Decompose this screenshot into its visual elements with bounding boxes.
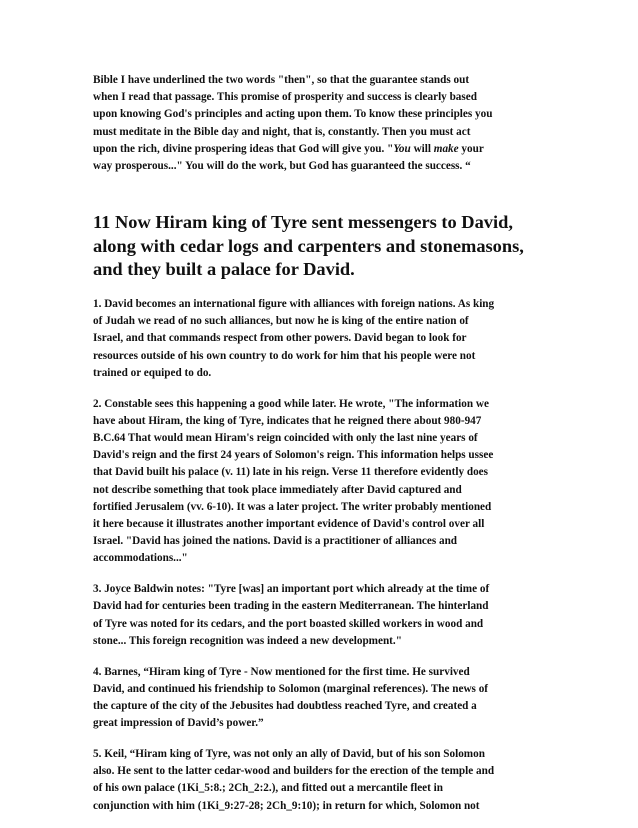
heading-line: and they built a palace for David.: [93, 259, 355, 280]
text-line: must meditate in the Bible day and night, that is, constantly. Then you must act: [93, 125, 471, 138]
text-line: 3. Joyce Baldwin notes: "Tyre [was] an important port which already at the time of: [93, 583, 490, 596]
commentary-paragraph: [93, 581, 553, 650]
text-line: that David built his palace (v. 11) late in his reign. Verse 11 therefore evidently does: [93, 466, 488, 479]
commentary-paragraph: [93, 396, 553, 568]
text-line: not describe something that took place immediately after David captured and: [93, 483, 462, 496]
text-line: [93, 141, 553, 158]
text-line: 2. Constable sees this happening a good while later. He wrote, "The information we: [93, 397, 489, 410]
commentary-section: [93, 296, 553, 815]
text-line: stone... This foreign recognition was indeed a new development.": [93, 634, 402, 647]
text-line: 1. David becomes an international figure with alliances with foreign nations. As king: [93, 298, 495, 310]
text-line: David, and continued his friendship to Solomon (marginal references). The news of: [93, 682, 489, 695]
text-line: of Tyre was noted for its cedars, and the port boasted skilled workers in wood and: [93, 617, 484, 630]
text-line: have about Hiram, the king of Tyre, indicates that he reigned there about 980-947: [93, 414, 482, 427]
verse-heading: [93, 211, 553, 282]
text-line: trained or equiped to do.: [93, 366, 212, 379]
text-line: of Judah we read of no such alliances, but now he is king of the entire nation of: [93, 315, 469, 328]
text-line: the capture of the city of the Jebusites had doubtless reached Tyre, and created a: [93, 700, 477, 713]
text-segment: upon the rich, divine prospering ideas that God will give you. ": [93, 142, 394, 155]
text-line: David had for centuries been trading in the eastern Mediterranean. The hinterland: [93, 600, 489, 613]
text-line: it here because it illustrates another important evidence of David's control over all: [93, 518, 485, 531]
text-line: 4. Barnes, “Hiram king of Tyre - Now mentioned for the first time. He survived: [93, 665, 470, 678]
text-line: David's reign and the first 24 years of Solomon's reign. This information helps ussee: [93, 449, 494, 462]
text-line: of his own palace (1Ki_5:8.; 2Ch_2:2.), and fitted out a mercantile fleet in: [93, 782, 443, 795]
text-line: also. He sent to the latter cedar-wood and builders for the erection of the temple and: [93, 765, 495, 778]
italic-word: You: [393, 142, 411, 155]
text-segment: your: [458, 142, 484, 155]
commentary-paragraph: [93, 746, 553, 815]
text-line: Israel, and that commands respect from other powers. David began to look for: [93, 332, 467, 345]
text-line: fortified Jerusalem (vv. 6-10). It was a later project. The writer probably mentioned: [93, 500, 492, 513]
text-line: 5. Keil, “Hiram king of Tyre, was not only an ally of David, but of his son Solomon: [93, 748, 485, 761]
commentary-paragraph: [93, 664, 553, 733]
text-line: resources outside of his own country to do work for him that his people were not: [93, 349, 476, 362]
text-line: Bible I have underlined the two words "then", so that the guarantee stands out: [93, 74, 470, 86]
text-line: conjunction with him (1Ki_9:27-28; 2Ch_9:10); in return for which, Solomon not: [93, 799, 480, 812]
text-line: Israel. "David has joined the nations. David is a practitioner of alliances and: [93, 535, 458, 548]
intro-paragraph: [93, 72, 553, 175]
text-line: great impression of David’s power.”: [93, 717, 264, 730]
text-line: accommodations...": [93, 552, 188, 565]
verse-number: 11: [93, 212, 111, 233]
text-line: way prosperous..." You will do the work, but God has guaranteed the success. “: [93, 160, 471, 173]
page-content: [93, 72, 553, 828]
text-line: B.C.64 That would mean Hiram's reign coincided with only the last nine years of: [93, 432, 478, 445]
text-line: when I read that passage. This promise of prosperity and success is clearly based: [93, 91, 477, 104]
commentary-paragraph: [93, 296, 553, 382]
text-line: upon knowing God's principles and acting upon them. To know these principles you: [93, 108, 493, 121]
heading-line: along with cedar logs and carpenters and stonemasons,: [93, 235, 524, 256]
italic-word: make: [433, 142, 459, 155]
heading-line: [93, 211, 553, 235]
text-segment: will: [410, 142, 434, 155]
heading-text: Now Hiram king of Tyre sent messengers to David,: [110, 212, 513, 233]
